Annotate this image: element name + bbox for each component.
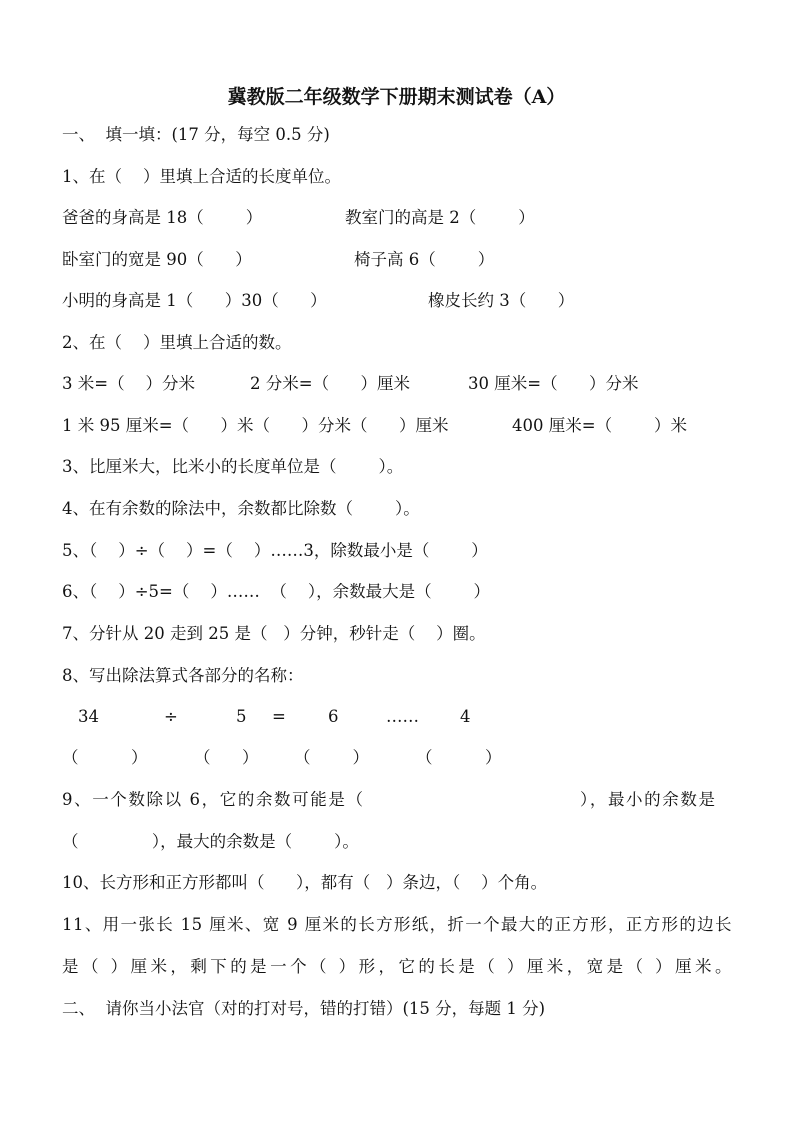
division-equals: =	[272, 707, 286, 726]
question-1-item: 爸爸的身高是 18（ ）	[62, 208, 263, 227]
question-3: 3、比厘米大，比米小的长度单位是（ ）。	[62, 457, 404, 476]
question-10: 10、长方形和正方形都叫（ ），都有（ ）条边，（ ）个角。	[62, 873, 548, 892]
question-2-item: 2 分米=（ ）厘米	[250, 374, 411, 393]
answer-blank: （ ）	[62, 748, 148, 767]
question-9-line-2: （ ），最大的余数是（ ）。	[62, 832, 359, 851]
division-ellipsis: ……	[386, 707, 419, 726]
question-4: 4、在有余数的除法中，余数都比除数（ ）。	[62, 499, 420, 518]
question-1-item: 小明的身高是 1（ ）30（ ）	[62, 291, 327, 310]
division-dividend: 34	[78, 707, 99, 726]
question-1-item: 卧室门的宽是 90（ ）	[62, 250, 252, 269]
page-title: 冀教版二年级数学下册期末测试卷（A）	[227, 86, 566, 108]
question-7: 7、分针从 20 走到 25 是（ ）分钟，秒针走（ ）圈。	[62, 624, 486, 643]
division-quotient: 6	[328, 707, 339, 726]
question-9-line-1-end: ），最小的余数是	[580, 790, 717, 809]
question-9-line-1: 9、一个数除以 6，它的余数可能是（	[62, 790, 365, 809]
answer-blank: （ ）	[194, 748, 259, 767]
question-1-item: 椅子高 6（ ）	[354, 250, 495, 269]
question-6: 6、（ ）÷5=（ ）…… （ ），余数最大是（ ）	[62, 582, 491, 601]
division-remainder: 4	[460, 707, 471, 726]
answer-blank: （ ）	[294, 748, 369, 767]
question-8-prompt: 8、写出除法算式各部分的名称：	[62, 666, 304, 685]
question-1-item: 教室门的高是 2（ ）	[345, 208, 535, 227]
question-2-item: 400 厘米=（ ）米	[512, 416, 688, 435]
section-1-heading: 一、 填一填：(17 分，每空 0.5 分)	[62, 125, 330, 144]
answer-blank: （ ）	[416, 748, 502, 767]
question-5: 5、（ ）÷（ ）=（ ）……3，除数最小是（ ）	[62, 541, 488, 560]
question-2-item: 30 厘米=（ ）分米	[468, 374, 639, 393]
question-11-line-1: 11、用一张长 15 厘米、宽 9 厘米的长方形纸，折一个最大的正方形，正方形的边长	[62, 915, 732, 934]
question-2-prompt: 2、在（ ）里填上合适的数。	[62, 333, 292, 352]
question-2-item: 3 米=（ ）分米	[62, 374, 196, 393]
division-sign: ÷	[164, 707, 178, 726]
question-2-item: 1 米 95 厘米=（ ）米（ ）分米（ ）厘米	[62, 416, 449, 435]
question-11-line-2: 是（ ）厘米，剩下的是一个（ ）形，它的长是（ ）厘米，宽是（ ）厘米。	[62, 957, 732, 976]
division-divisor: 5	[236, 707, 247, 726]
section-2-heading: 二、 请你当小法官（对的打对号，错的打错）(15 分，每题 1 分)	[62, 999, 546, 1018]
question-1-item: 橡皮长约 3（ ）	[428, 291, 575, 310]
question-1-prompt: 1、在（ ）里填上合适的长度单位。	[62, 167, 341, 186]
